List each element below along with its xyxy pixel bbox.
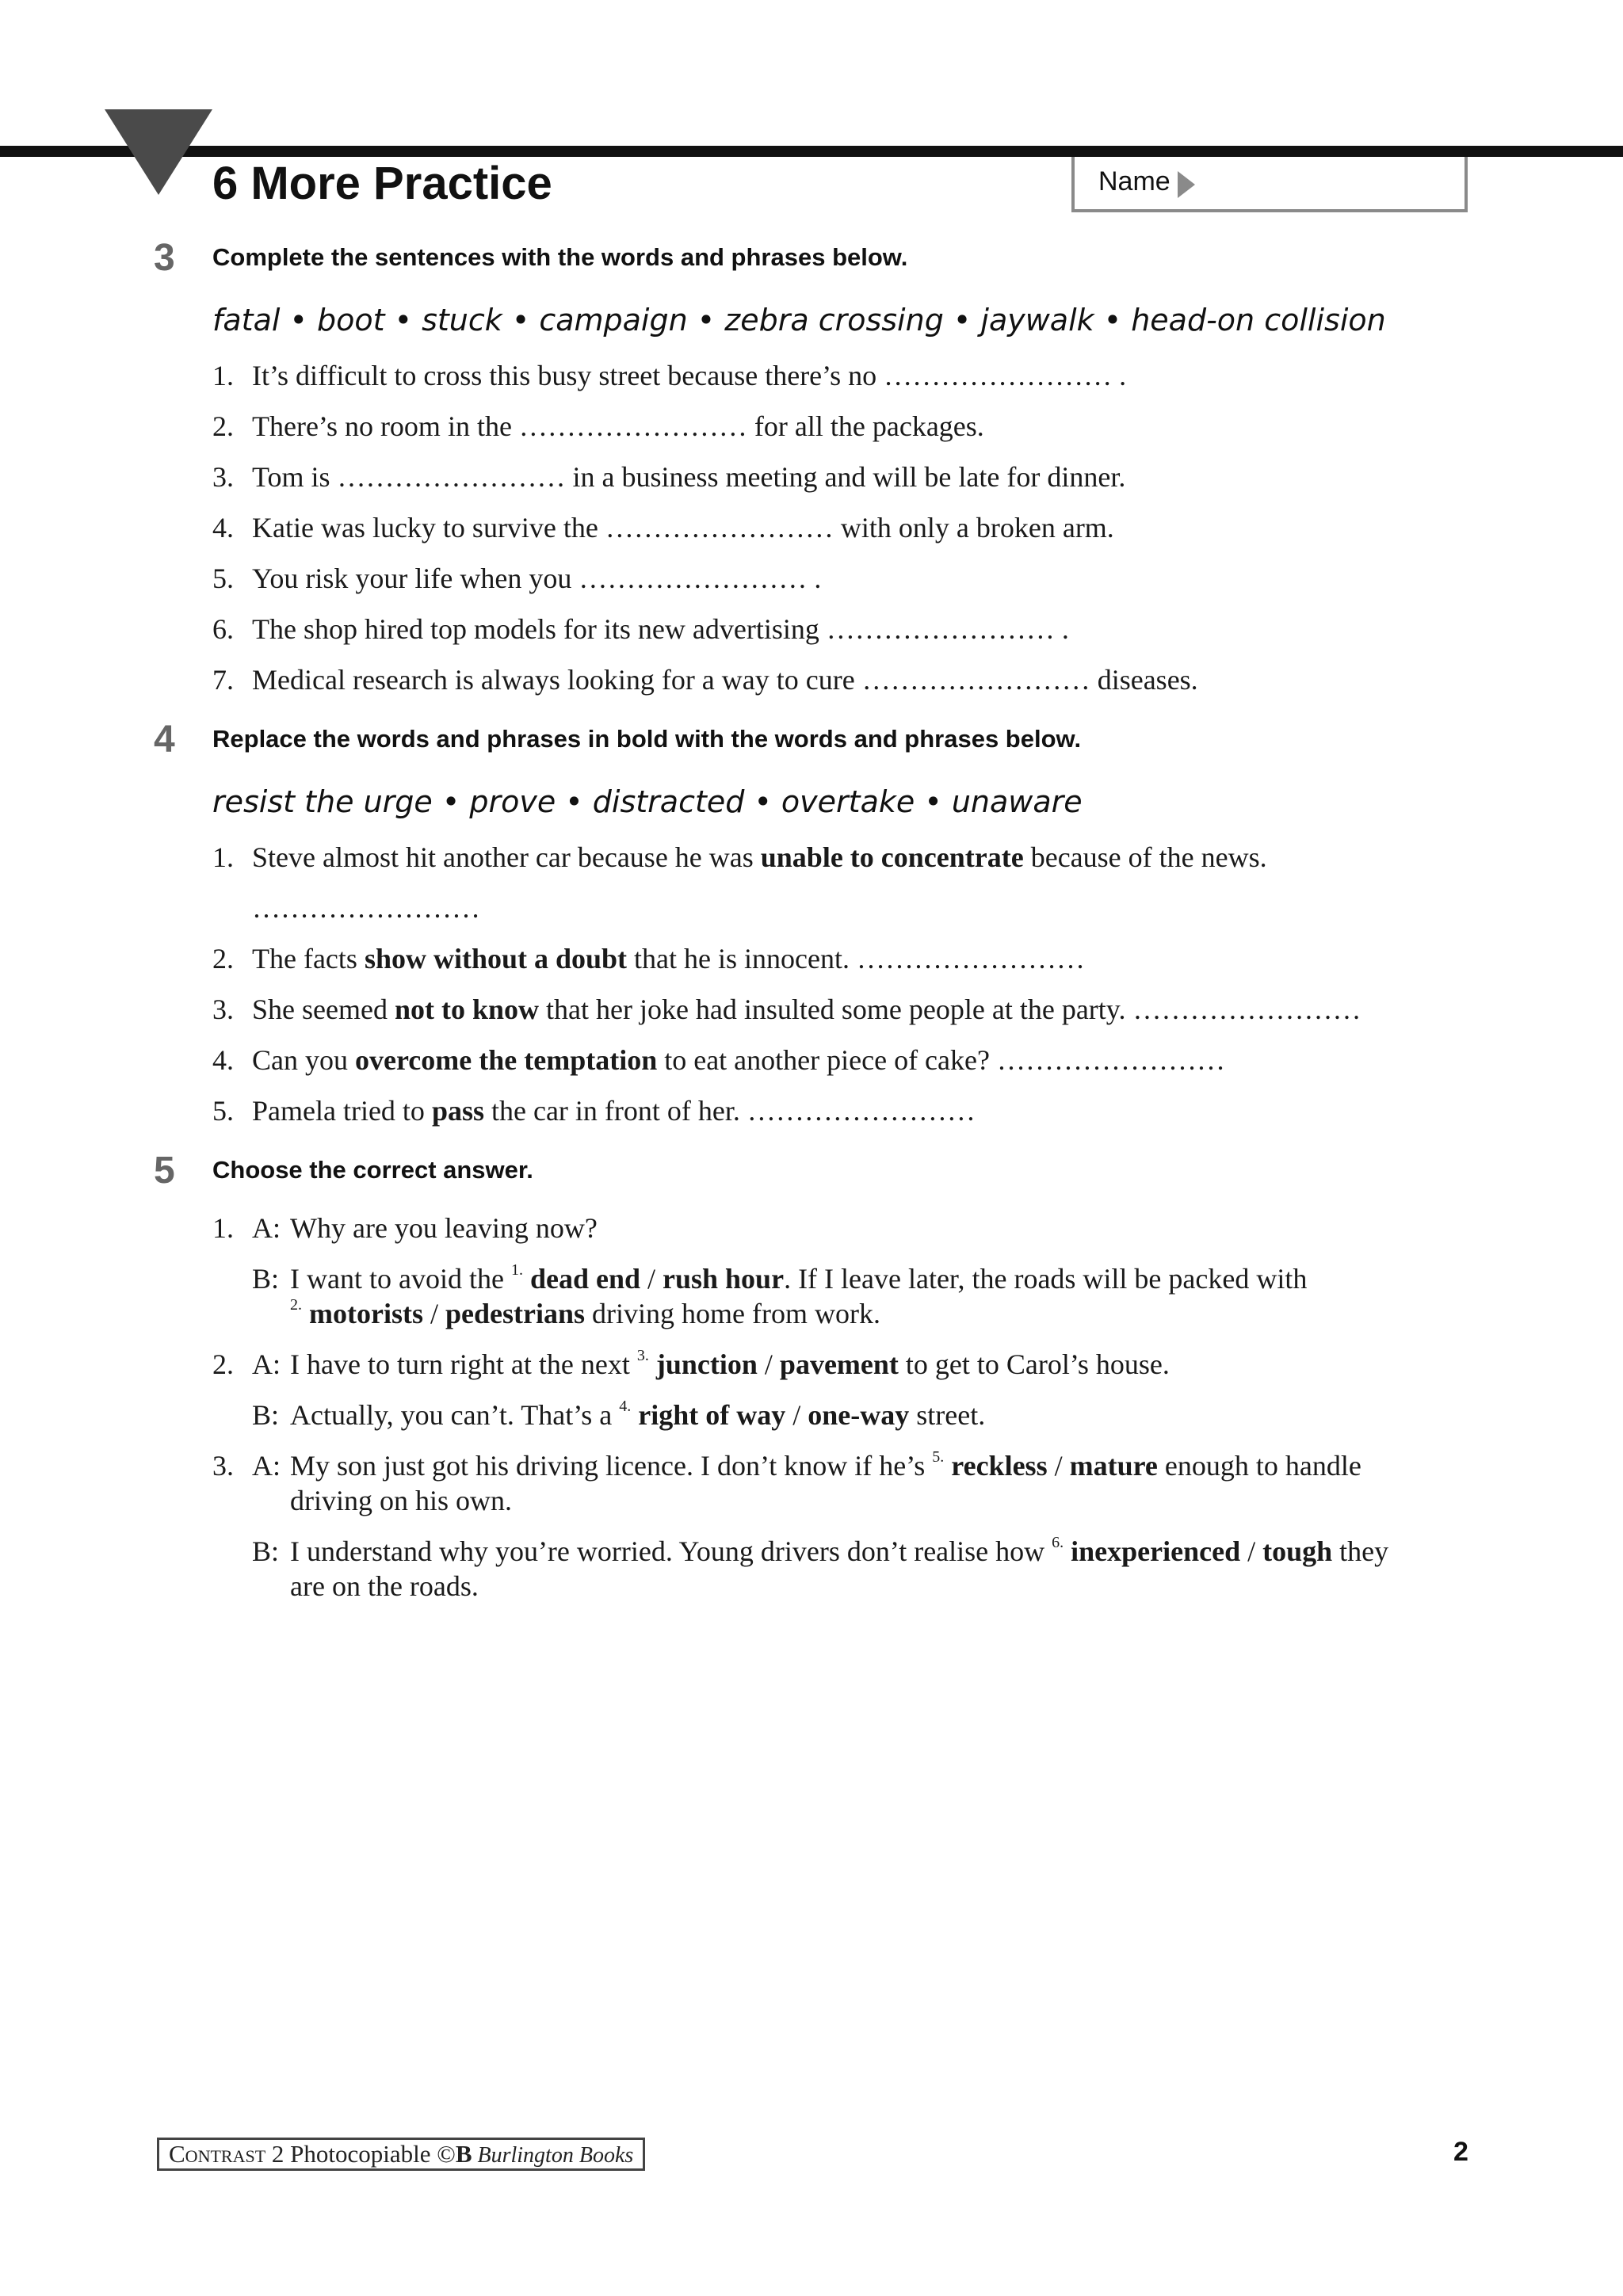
footer-copyright: Contrast 2 Photocopiable ©B Burlington Books [157, 2138, 645, 2171]
dialogue-line: Actually, you can’t. That’s a $^{4.}$ right of way / one-way street. [290, 1398, 986, 1431]
section-3-word-box: fatal • boot • stuck • campaign • zebra crossing • jaywalk • head-on collision [212, 303, 1386, 338]
dialogue-number: 2. [212, 1348, 234, 1380]
page-number: 2 [1453, 2137, 1468, 2167]
bold-phrase: not to know [394, 994, 539, 1025]
answer-option[interactable]: reckless [951, 1450, 1048, 1482]
exercise-sentence: Medical research is always looking for a way to cure …………………… diseases. [252, 664, 1198, 696]
answer-option[interactable]: pavement [779, 1348, 899, 1380]
answer-option[interactable]: motorists [309, 1298, 423, 1329]
unit-triangle-marker [105, 109, 212, 195]
dialogue-number: 1. [212, 1212, 234, 1244]
speaker-label: A: [252, 1212, 281, 1244]
dialogue-line: I have to turn right at the next $^{3.}$ junction / pavement to get to Carol’s house. [290, 1347, 1170, 1380]
exercise-sentence: Tom is …………………… in a business meeting and will be late for dinner. [252, 461, 1126, 493]
page-title: 6 More Practice [212, 158, 552, 209]
exercise-sentence: Can you overcome the temptation to eat another piece of cake? …………………… [252, 1044, 1225, 1076]
exercise-number: 4. [212, 1044, 234, 1076]
answer-option[interactable]: pedestrians [445, 1298, 585, 1329]
dialogue-line: My son just got his driving licence. I don’t know if he’s $^{5.}$ reckless / mature enough to handle [290, 1448, 1361, 1482]
exercise-sentence: Steve almost hit another car because he was unable to concentrate because of the news. [252, 841, 1267, 873]
speaker-label: A: [252, 1348, 281, 1380]
exercise-sentence: Pamela tried to pass the car in front of her. …………………… [252, 1095, 976, 1127]
exercise-number: 4. [212, 512, 234, 543]
speaker-label: B: [252, 1535, 280, 1567]
arrow-right-icon [1178, 171, 1195, 198]
name-field[interactable] [1071, 157, 1468, 212]
section-5-instruction: Choose the correct answer. [212, 1156, 533, 1184]
dialogue-line: I understand why you’re worried. Young drivers don’t realise how $^{6.}$ inexperienced / tough they [290, 1534, 1389, 1567]
exercise-number: 6. [212, 613, 234, 645]
answer-option[interactable]: one-way [808, 1399, 910, 1431]
publisher-logo: B [455, 2140, 472, 2168]
section-4-number: 4 [154, 719, 175, 761]
exercise-number: 7. [212, 664, 234, 696]
answer-blank: …………………… [252, 892, 480, 924]
section-5-number: 5 [154, 1150, 175, 1192]
answer-option[interactable]: dead end [529, 1263, 640, 1295]
exercise-number: 3. [212, 994, 234, 1025]
answer-option[interactable]: junction [655, 1348, 758, 1380]
exercise-number: 5. [212, 563, 234, 594]
exercise-sentence: She seemed not to know that her joke had insulted some people at the party. …………………… [252, 994, 1361, 1025]
speaker-label: B: [252, 1399, 280, 1431]
speaker-label: A: [252, 1450, 281, 1482]
exercise-number: 2. [212, 943, 234, 974]
section-3-instruction: Complete the sentences with the words and phrases below. [212, 243, 908, 271]
exercise-sentence: It’s difficult to cross this busy street because there’s no …………………… . [252, 360, 1127, 391]
bold-phrase: pass [431, 1095, 484, 1127]
dialogue-line: driving on his own. [290, 1485, 513, 1516]
section-4-word-box: resist the urge • prove • distracted • overtake • unaware [212, 784, 1083, 819]
section-4-instruction: Replace the words and phrases in bold with the words and phrases below. [212, 725, 1082, 753]
exercise-number: 1. [212, 360, 234, 391]
bold-phrase: unable to concentrate [760, 841, 1024, 873]
exercise-sentence: The facts show without a doubt that he is innocent. …………………… [252, 943, 1085, 974]
answer-option[interactable]: inexperienced [1071, 1535, 1241, 1567]
exercise-number: 2. [212, 410, 234, 442]
dialogue-line: Why are you leaving now? [290, 1212, 598, 1244]
exercise-sentence: You risk your life when you …………………… . [252, 563, 822, 594]
answer-option[interactable]: rush hour [663, 1263, 785, 1295]
exercise-sentence: There’s no room in the …………………… for all the packages. [252, 410, 984, 442]
answer-option[interactable]: right of way [638, 1399, 786, 1431]
answer-option[interactable]: mature [1069, 1450, 1158, 1482]
dialogue-number: 3. [212, 1450, 234, 1482]
exercise-number: 5. [212, 1095, 234, 1127]
exercise-sentence: The shop hired top models for its new advertising …………………… . [252, 613, 1069, 645]
answer-option[interactable]: tough [1262, 1535, 1333, 1567]
dialogue-line: are on the roads. [290, 1570, 479, 1602]
speaker-label: B: [252, 1263, 280, 1295]
exercise-number: 1. [212, 841, 234, 873]
exercise-number: 3. [212, 461, 234, 493]
section-3-number: 3 [154, 237, 175, 279]
exercise-sentence: Katie was lucky to survive the …………………… with only a broken arm. [252, 512, 1114, 543]
name-label: Name [1098, 166, 1170, 196]
dialogue-line: I want to avoid the $^{1.}$ dead end / rush hour. If I leave later, the roads will be packed with [290, 1261, 1308, 1295]
bold-phrase: show without a doubt [364, 943, 628, 974]
dialogue-line: $^{2.}$ motorists / pedestrians driving home from work. [290, 1296, 880, 1329]
bold-phrase: overcome the temptation [355, 1044, 658, 1076]
